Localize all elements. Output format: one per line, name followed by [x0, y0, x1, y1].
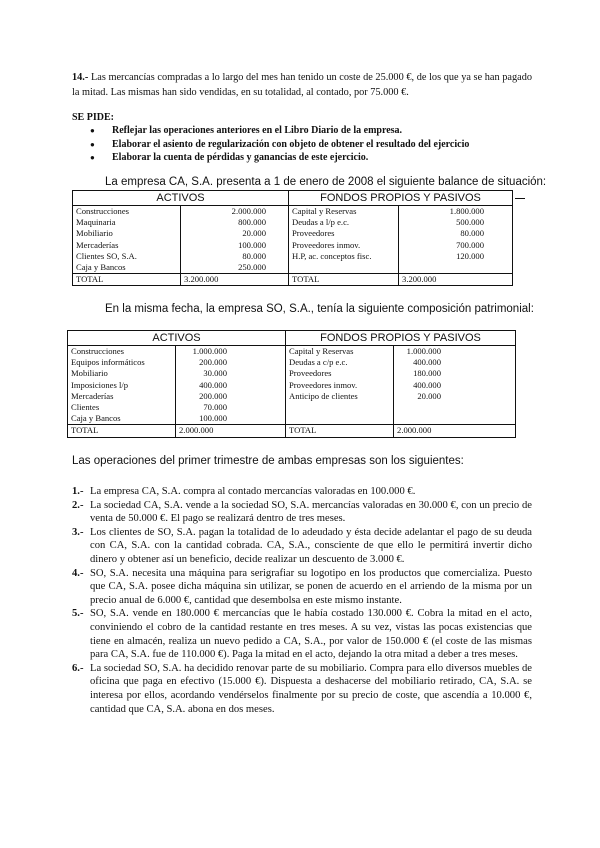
liability-value	[394, 402, 516, 413]
asset-name: Mobiliario	[73, 228, 181, 239]
balance-table-so	[67, 330, 516, 438]
balance-table-ca	[72, 190, 513, 286]
balance-row	[68, 413, 516, 425]
asset-name: Mobiliario	[68, 368, 176, 379]
liability-value: 400.000	[394, 380, 516, 391]
balance-row	[73, 217, 513, 228]
liability-name: Capital y Reservas	[286, 346, 394, 358]
asset-value: 70.000	[176, 402, 286, 413]
liability-value: 20.000	[394, 391, 516, 402]
total-assets: 2.000.000	[176, 425, 286, 437]
operation-item	[72, 485, 532, 499]
operation-item	[72, 499, 532, 526]
total-row	[73, 274, 513, 286]
operation-item	[72, 567, 532, 608]
operations-list	[72, 485, 532, 716]
exercise-number: 14.-	[72, 72, 89, 83]
balance-row	[68, 368, 516, 379]
liability-name: Proveedores	[286, 368, 394, 379]
asset-value: 2.000.000	[181, 206, 289, 218]
task-list	[90, 124, 469, 165]
asset-name: Maquinaria	[73, 217, 181, 228]
total-label: TOTAL	[286, 425, 394, 437]
liability-name	[289, 262, 399, 274]
liability-name: Deudas a c/p e.c.	[286, 357, 394, 368]
liability-name	[286, 413, 394, 425]
task-item: ● Reflejar las operaciones anteriores en el Libro Diario de la empresa.	[90, 124, 469, 138]
exercise-text: Las mercancías compradas a lo largo del mes han tenido un coste de 25.000 €, de los que ya se han pagado la mitad. Las mismas han sido vendidas, en su totalidad, al contado, por 75.000 €.	[72, 72, 532, 98]
balance-row	[73, 251, 513, 262]
asset-name: Imposiciones l/p	[68, 380, 176, 391]
asset-value: 20.000	[181, 228, 289, 239]
total-liabilities: 3.200.000	[399, 274, 513, 286]
total-label: TOTAL	[68, 425, 176, 437]
operations-title: Las operaciones del primer trimestre de ambas empresas son los siguientes:	[72, 455, 464, 467]
liability-name: Anticipo de clientes	[286, 391, 394, 402]
assets-header: ACTIVOS	[73, 191, 289, 206]
balance-row	[68, 357, 516, 368]
task-item: ● Elaborar la cuenta de pérdidas y ganancias de este ejercicio.	[90, 151, 469, 165]
operation-number: 1.-	[72, 486, 84, 497]
asset-value: 200.000	[176, 391, 286, 402]
operation-number: 3.-	[72, 526, 84, 538]
balance-row	[73, 228, 513, 239]
asset-value: 800.000	[181, 217, 289, 228]
liability-name: Proveedores	[289, 228, 399, 239]
total-liabilities: 2.000.000	[394, 425, 516, 437]
se-pide-title: SE PIDE:	[72, 112, 114, 123]
liabilities-header: FONDOS PROPIOS Y PASIVOS	[289, 191, 513, 206]
liability-value	[394, 413, 516, 425]
operation-text: La sociedad SO, S.A. ha decidido renovar parte de su mobiliario. Compra para ello diversos muebles de oficina que paga en efectivo (15.000 €). Dispuesta a deshacerse del mobiliario retirado, CA, S.A. se interesa por ellos, acordando vendérselos finalmente por su precio de coste, que ascendía a 10.000 €, cantidad que CA, S.A. abona en dos meses.	[90, 662, 532, 715]
total-row	[68, 425, 516, 437]
total-label: TOTAL	[289, 274, 399, 286]
operation-text: SO, S.A. necesita una máquina para serigrafiar su logotipo en los productos que comercializa. Puesto que CA, S.A. posee dicha máquina sin utilizar, se ponen de acuerdo en el arriendo de la misma por un precio anual de 6.000 €, cantidad que desembolsa en este mismo instante.	[90, 567, 532, 606]
balance-row	[73, 240, 513, 251]
liability-name: Proveedores inmov.	[286, 380, 394, 391]
liability-value: 1.000.000	[394, 346, 516, 358]
balance-row	[73, 206, 513, 218]
liability-value: 80.000	[399, 228, 513, 239]
liability-value: 120.000	[399, 251, 513, 262]
asset-name: Clientes	[68, 402, 176, 413]
asset-value: 250.000	[181, 262, 289, 274]
asset-name: Mercaderías	[73, 240, 181, 251]
liability-name	[286, 402, 394, 413]
asset-value: 200.000	[176, 357, 286, 368]
task-item: ● Elaborar el asiento de regularización con objeto de obtener el resultado del ejercicio	[90, 138, 469, 152]
operation-number: 4.-	[72, 567, 84, 579]
operation-number: 5.-	[72, 608, 84, 620]
liability-name: Proveedores inmov.	[289, 240, 399, 251]
balance2-intro: En la misma fecha, la empresa SO, S.A., tenía la siguiente composición patrimonial:	[105, 303, 534, 315]
liability-value: 500.000	[399, 217, 513, 228]
assets-header: ACTIVOS	[68, 331, 286, 346]
asset-name: Caja y Bancos	[68, 413, 176, 425]
liability-name: H.P, ac. conceptos fisc.	[289, 251, 399, 262]
total-label: TOTAL	[73, 274, 181, 286]
operation-text: La sociedad CA, S.A. vende a la sociedad SO, S.A. mercancías valoradas en 30.000 €, con un precio de venta de 50.000 €. El pago se realizará dentro de tres meses.	[90, 499, 532, 525]
operation-item	[72, 662, 532, 716]
asset-value: 1.000.000	[176, 346, 286, 358]
operation-item	[72, 526, 532, 567]
liabilities-header: FONDOS PROPIOS Y PASIVOS	[286, 331, 516, 346]
asset-value: 80.000	[181, 251, 289, 262]
liability-value: 400.000	[394, 357, 516, 368]
divider	[515, 198, 525, 199]
asset-value: 400.000	[176, 380, 286, 391]
exercise-14	[72, 70, 532, 100]
asset-value: 100.000	[181, 240, 289, 251]
balance1-intro: La empresa CA, S.A. presenta a 1 de enero de 2008 el siguiente balance de situación:	[105, 176, 547, 188]
asset-name: Mercaderías	[68, 391, 176, 402]
balance-row	[68, 402, 516, 413]
liability-value	[399, 262, 513, 274]
asset-name: Construcciones	[68, 346, 176, 358]
liability-name: Deudas a l/p e.c.	[289, 217, 399, 228]
asset-name: Construcciones	[73, 206, 181, 218]
liability-value: 180.000	[394, 368, 516, 379]
asset-value: 100.000	[176, 413, 286, 425]
operation-item	[72, 607, 532, 661]
balance-row	[73, 262, 513, 274]
balance-row	[68, 346, 516, 358]
liability-value: 700.000	[399, 240, 513, 251]
asset-name: Caja y Bancos	[73, 262, 181, 274]
operation-text: Los clientes de SO, S.A. pagan la totalidad de lo adeudado y ésta decide adelantar el pago de su deuda con CA, S.A. con la cantidad cobrada. CA, S.A., consciente de que ello le permitirá invertir dicho dinero y obtener así un beneficio, decide realizar un descuento de 3.000 €.	[90, 526, 532, 565]
balance-row	[68, 391, 516, 402]
liability-value: 1.800.000	[399, 206, 513, 218]
operation-text: SO, S.A. vende en 180.000 € mercancías que le había costado 130.000 €. Cobra la mitad en el acto, conviniendo el cobro de la cantidad restante en tres meses. A su vez, vistas las pocas existencias que tiene en almacén, realiza un nuevo pedido a CA, S.A., por valor de 150.000 € (el coste de las mismas para CA, S.A. fue de 110.000 €). Paga la mitad en el acto, dejando la otra mitad a deber a tres meses.	[90, 608, 532, 661]
operation-number: 2.-	[72, 499, 84, 511]
total-assets: 3.200.000	[181, 274, 289, 286]
operation-text: La empresa CA, S.A. compra al contado mercancías valoradas en 100.000 €.	[90, 486, 416, 497]
operation-number: 6.-	[72, 662, 84, 674]
asset-name: Clientes SO, S.A.	[73, 251, 181, 262]
asset-value: 30.000	[176, 368, 286, 379]
liability-name: Capital y Reservas	[289, 206, 399, 218]
balance-row	[68, 380, 516, 391]
asset-name: Equipos informáticos	[68, 357, 176, 368]
